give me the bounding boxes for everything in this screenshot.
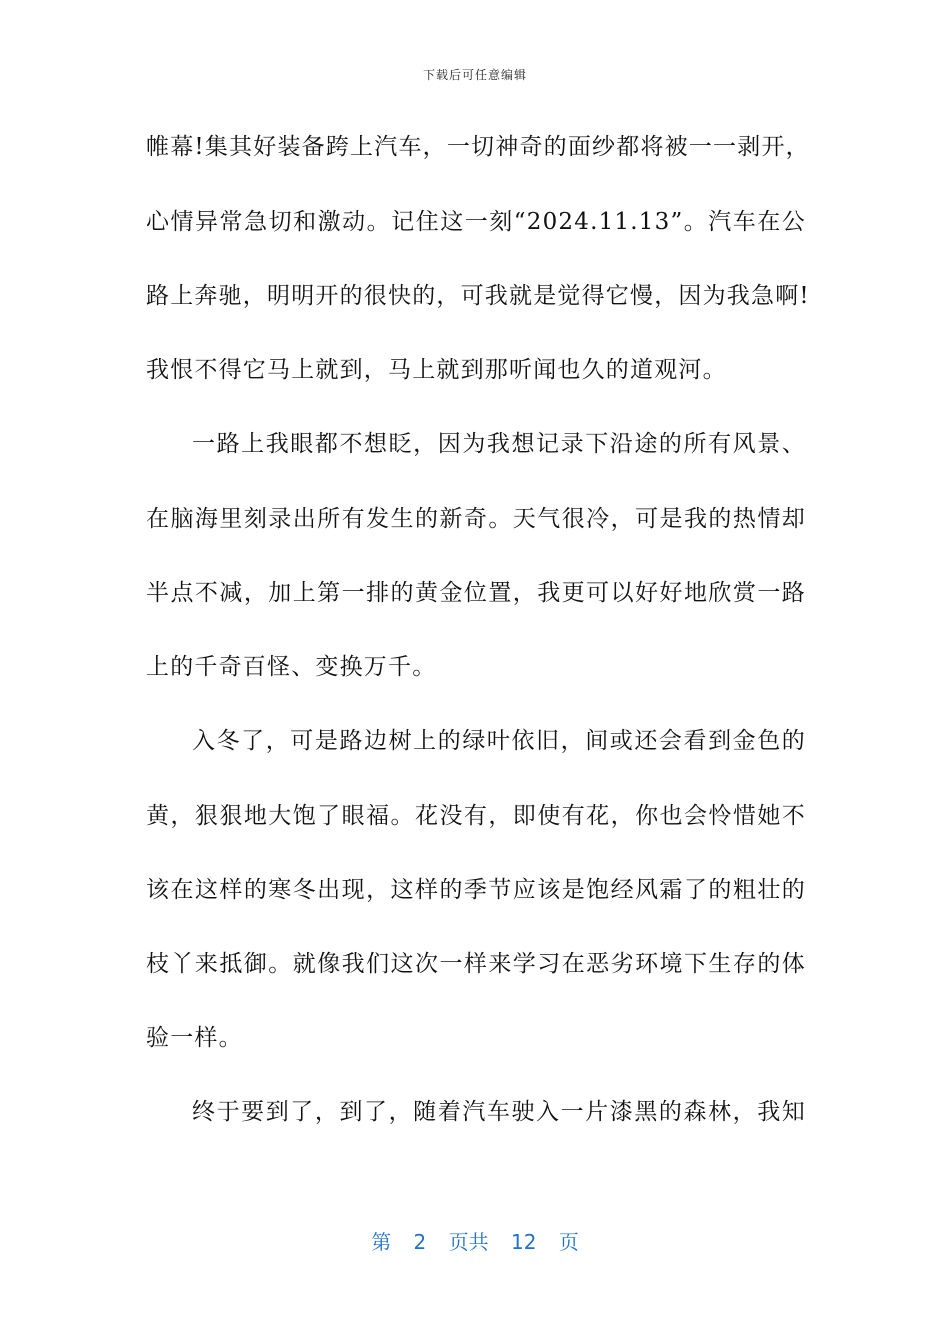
text-line: 在脑海里刻录出所有发生的新奇。天气很冷，可是我的热情却	[146, 506, 806, 532]
text-line: 路上奔驰，明明开的很快的，可我就是觉得它慢，因为我急啊!	[146, 283, 810, 309]
page-label-middle: 页共	[448, 1230, 489, 1254]
text-line-paragraph-start: 入冬了，可是路边树上的绿叶依旧，间或还会看到金色的	[192, 728, 806, 754]
page-footer	[0, 1226, 950, 1255]
text-line: 验一样。	[146, 1025, 243, 1051]
text-line: 黄，狠狠地大饱了眼福。花没有，即使有花，你也会怜惜她不	[146, 803, 806, 829]
text-line: 枝丫来抵御。就像我们这次一样来学习在恶劣环境下生存的体	[146, 951, 806, 977]
text-line-paragraph-start: 一路上我眼都不想眨，因为我想记录下沿途的所有风景、	[192, 431, 806, 457]
current-page-number: 2	[413, 1230, 427, 1254]
text-line: 上的千奇百怪、变换万千。	[146, 654, 437, 680]
text-line: 帷幕!集其好装备跨上汽车，一切神奇的面纱都将被一一剥开，	[146, 134, 810, 160]
text-line: 心情异常急切和激动。记住这一刻“2024.11.13”。汽车在公	[146, 209, 806, 235]
text-line: 半点不减，加上第一排的黄金位置，我更可以好好地欣赏一路	[146, 580, 806, 606]
page-header: 下载后可任意编辑	[422, 68, 527, 82]
page-label-suffix: 页	[558, 1230, 579, 1254]
page-label-prefix: 第	[371, 1230, 392, 1254]
text-line: 我恨不得它马上就到，马上就到那听闻也久的道观河。	[146, 357, 727, 383]
text-line-paragraph-start: 终于要到了，到了，随着汽车驶入一片漆黑的森林，我知	[192, 1099, 806, 1125]
total-pages-number: 12	[511, 1230, 537, 1254]
text-line: 该在这样的寒冬出现，这样的季节应该是饱经风霜了的粗壮的	[146, 877, 806, 903]
